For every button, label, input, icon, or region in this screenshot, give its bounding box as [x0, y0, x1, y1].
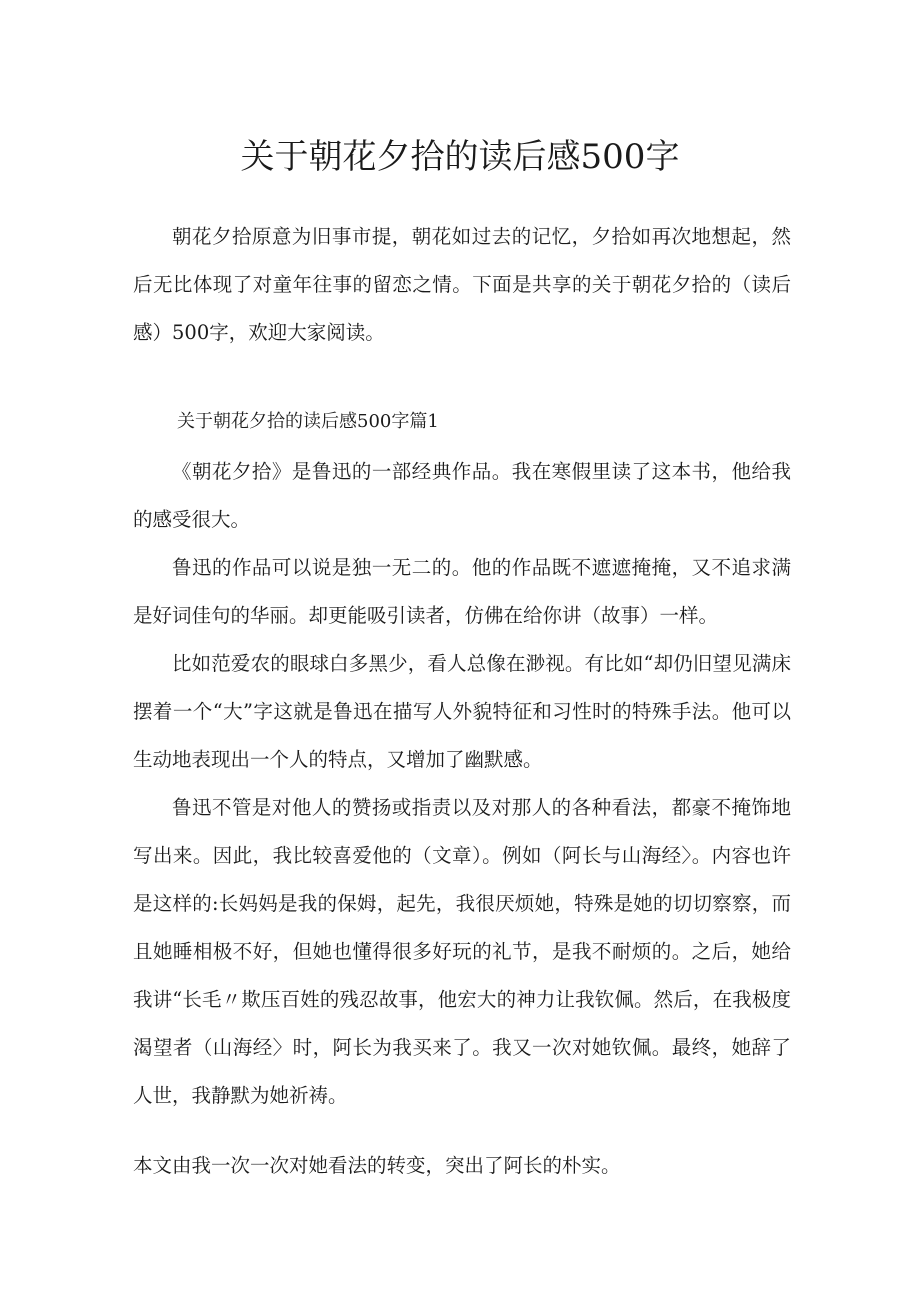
closing-paragraph: 本文由我一次一次对她看法的转变，突出了阿长的朴实。 — [133, 1154, 621, 1177]
intro-paragraph: 朝花夕拾原意为旧事市提，朝花如过去的记忆，夕拾如再次地想起，然后无比体现了对童年往事的留恋之情。下面是共享的关于朝花夕拾的（读后感）500字，欢迎大家阅读。 — [133, 225, 791, 344]
body-paragraph-1: 《朝花夕拾》是鲁迅的一部经典作品。我在寒假里读了这本书，他给我的感受很大。 — [133, 460, 791, 531]
section-heading: 关于朝花夕拾的读后感500字篇1 — [177, 411, 439, 432]
body-paragraph-3: 比如范爱农的眼球白多黑少，看人总像在渺视。有比如“却仍旧望见满床摆着一个“大”字这就是鲁迅在描写人外貌特征和习性时的特殊手法。他可以生动地表现出一个人的特点，又增加了幽默感。 — [133, 652, 791, 771]
body-paragraph-2: 鲁迅的作品可以说是独一无二的。他的作品既不遮遮掩掩，又不追求满是好词佳句的华丽。却更能吸引读者，仿佛在给你讲（故事）一样。 — [133, 556, 791, 627]
body-paragraph-4: 鲁迅不管是对他人的赞扬或指责以及对那人的各种看法，都豪不掩饰地写出来。因此，我比较喜爱他的（文章）。例如（阿长与山海经〉。内容也许是这样的:长妈妈是我的保姆，起先，我很厌烦她，特殊是她的切切察察，而且她睡相极不好，但她也懂得很多好玩的礼节，是我不耐烦的。之后，她给我讲“长毛〃欺压百姓的残忍故事，他宏大的神力让我钦佩。然后，在我极度渴望者（山海经〉时，阿长为我买来了。我又一次对她钦佩。最终，她辞了人世，我静默为她祈祷。 — [133, 796, 791, 1107]
document-title: 关于朝花夕拾的读后感500字 — [240, 137, 680, 177]
